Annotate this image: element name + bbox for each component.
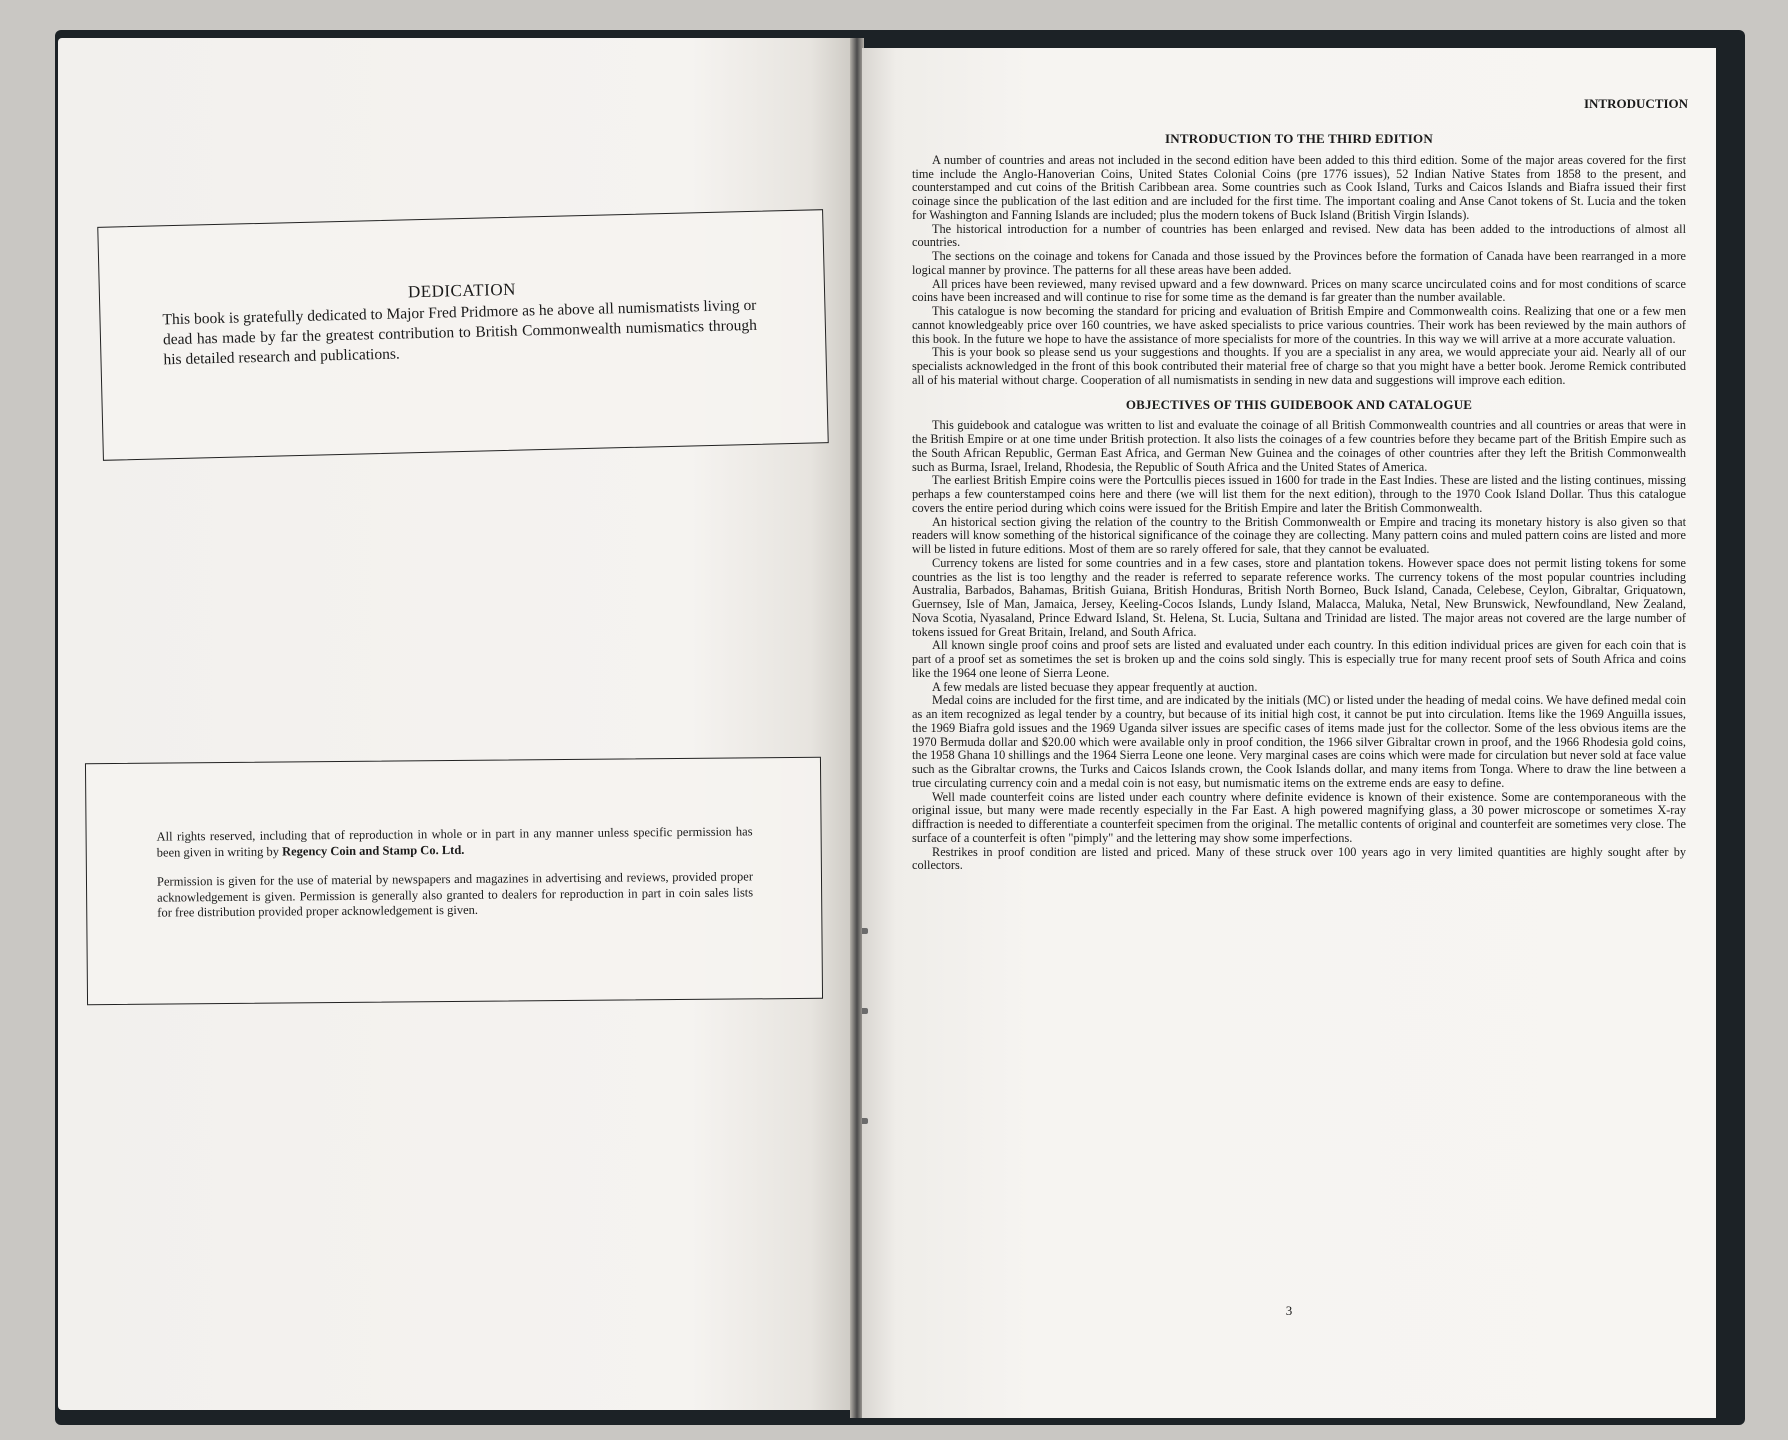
page-number: 3	[1285, 1303, 1293, 1318]
paragraph: The sections on the coinage and tokens for Canada and those issued by the Provinces before the formation of Canada have been rearranged in a more logical manner by province. The patterns for all these areas have been added.	[912, 249, 1686, 277]
page-content	[912, 132, 1686, 873]
binding-stitch	[862, 1118, 868, 1124]
permission-paragraph: Permission is given for the use of material by newspapers and magazines in advertising and reviews, provided proper acknowledgement is given. Permission is generally also granted to dealers for reproduction in part in coin sales lists for free distribution provided proper acknowledgement is given.	[156, 869, 754, 920]
binding-stitch	[862, 1008, 868, 1014]
rights-text	[157, 824, 754, 935]
rights-statement: All rights reserved, including that of reproduction in whole or in part in any manner unless specific permission has been given in writing by	[156, 824, 753, 860]
rights-box	[85, 757, 823, 1005]
dedication-box	[97, 209, 829, 461]
paragraph: This is your book so please send us your suggestions and thoughts. If you are a specialist in any area, we would appreciate your aid. Nearly all of our specialists acknowledged in the front of this book contributed their material free of charge so that you might have a better book. Jerome Remick contributed all of his material without charge. Cooperation of all numismatists in sending in new data and suggestions will improve each edition.	[912, 345, 1686, 387]
paragraph: The historical introduction for a number of countries has been enlarged and revised. New data has been added to the introductions of almost all countries.	[912, 221, 1686, 250]
right-page	[862, 48, 1716, 1418]
paragraph: Medal coins are included for the first time, and are indicated by the initials (MC) or listed under the heading of medal coins. We have defined medal coin as an item recognized as legal tender by a country, but because of its initial high cost, it cannot be put into circulation. Items like the 1969 Anguilla issues, the 1969 Biafra gold issues and the 1969 Uganda silver issues are specific cases of items made just for the collector. Some of the less obvious items are the 1970 Bermuda dollar and $20.00 which were available only in proof condition, the 1966 silver Gibraltar crown in proof, and the 1966 Rhodesia gold coins, the 1958 Ghana 10 shillings and the 1964 Sierra Leone one leone. Very marginal cases are coins which were made for circulation but never sold at face value such as the Gibraltar crowns, the Turks and Caicos Islands crown, the Cook Islands dollar, and many items from Tonga. Where to draw the line between a true circulating currency coin and a medal coin is not easy, but numismatic items on the extreme ends are easy to define.	[912, 693, 1686, 790]
paragraph: A number of countries and areas not included in the second edition have been added to this third edition. Some of the major areas covered for the first time include the Anglo-Hanoverian Coins, United States Colonial Coins (pre 1776 issues), 52 Indian Native States from 1858 to the present, and counterstamped and cut coins of the British Caribbean area. Some countries such as Cook Island, Turks and Caicos Islands and Biafra issued their first coinage since the publication of the last edition and are included for the first time. The important coaling and Anse Canot tokens of St. Lucia and the token for Washington and Fanning Islands are included; plus the modern tokens of Buck Island (British Virgin Islands).	[912, 152, 1686, 222]
paragraph: Currency tokens are listed for some countries and in a few cases, store and plantation tokens. However space does not permit listing tokens for some countries as the list is too lengthy and the reader is referred to separate reference works. The currency tokens of the most popular countries including Australia, Barbados, Bahamas, British Guiana, British Honduras, British North Borneo, Buck Island, Canada, Celebese, Ceylon, Gibraltar, Griquatown, Guernsey, Isle of Man, Jamaica, Jersey, Keeling-Cocos Islands, Lundy Island, Malacca, Maluka, Netal, New Brunswick, Newfoundland, New Zealand, Nova Scotia, Nyasaland, Prince Edward Island, St. Helena, St. Lucia, Sultana and Trinidad are listed. The major areas not covered are the large number of tokens issued for Great Britain, Ireland, and South Africa.	[912, 555, 1686, 639]
rights-paragraph	[157, 824, 753, 860]
running-head: INTRODUCTION	[1583, 96, 1688, 111]
paragraph: All prices have been reviewed, many revised upward and a few downward. Prices on many scarce uncirculated coins and for most conditions of scarce coins have been increased and will continue to rise for some time as the demand is far greater than the number available.	[912, 276, 1686, 305]
paragraph: This catalogue is now becoming the standard for pricing and evaluation of British Empire and Commonwealth coins. Realizing that one or a few men cannot knowledgeably price over 160 countries, we have asked specialists to price various countries. Their work has been reviewed by the main authors of this book. In the future we hope to have the assistance of more specialists for more of the countries. In this way we will arrive at a more accurate valuation.	[912, 304, 1686, 346]
section-title: INTRODUCTION TO THE THIRD EDITION	[1165, 131, 1433, 146]
paragraph: The earliest British Empire coins were the Portcullis pieces issued in 1600 for trade in the East Indies. These are listed and the listing continues, missing perhaps a few counterstamped coins here and there (we will list them for the next edition), through to the 1970 Cook Island Dollar. Thus this catalogue covers the entire period during which coins were issued for the British Empire and later the British Commonwealth.	[912, 473, 1686, 515]
dedication-title: DEDICATION	[407, 279, 517, 302]
publisher-name: Regency Coin and Stamp Co. Ltd.	[281, 842, 465, 858]
dedication-text: This book is gratefully dedicated to Major Fred Pridmore as he above all numismatists living or dead has made by far the greatest contribution to British Commonwealth numismatics through his detailed research and publications.	[162, 296, 758, 369]
paragraph: Well made counterfeit coins are listed under each country where definite evidence is known of their existence. Some are contemporaneous with the original issue, but many were made recently especially in the Far East. A high powered magnifying glass, a 30 power microscope or sometimes X-ray diffraction is needed to differentiate a counterfeit specimen from the original. The metallic contents of original and counterfeit are sometimes very close. The surface of a counterfeit is often "pimply" and the lettering may show some imperfections.	[912, 789, 1686, 845]
section-title: OBJECTIVES OF THIS GUIDEBOOK AND CATALOGUE	[1125, 396, 1473, 412]
paragraph: A few medals are listed becuase they appear frequently at auction.	[932, 679, 1258, 694]
paragraph: An historical section giving the relation of the country to the British Commonwealth or Empire and tracing its monetary history is also given so that readers will know something of the historical significance of the coinage they are collecting. Many pattern coins and muled pattern coins are listed and more will be listed in future editions. Most of them are so rarely offered for sale, that they cannot be evaluated.	[912, 514, 1686, 556]
left-page	[58, 38, 850, 1410]
paragraph: Restrikes in proof condition are listed and priced. Many of these struck over 100 years ago in very limited quantities are highly sought after by collectors.	[912, 844, 1686, 873]
binding-stitch	[862, 928, 868, 934]
paragraph: This guidebook and catalogue was written to list and evaluate the coinage of all British Commonwealth countries and all countries or areas that were in the British Empire or at one time under British protection. It also lists the coinages of a few countries before they became part of the British Empire such as the South African Republic, German East Africa, and German New Guinea and the coinages of other countries after they left the British Commonwealth such as Burma, Israel, Ireland, Rhodesia, the Republic of South Africa and the United States of America.	[912, 418, 1686, 474]
paragraph: All known single proof coins and proof sets are listed and evaluated under each country. In this edition individual prices are given for each coin that is part of a proof set as sometimes the set is broken up and the coins sold singly. This is especially true for many recent proof sets of South Africa and coins like the 1964 one leone of Sierra Leone.	[912, 638, 1686, 680]
